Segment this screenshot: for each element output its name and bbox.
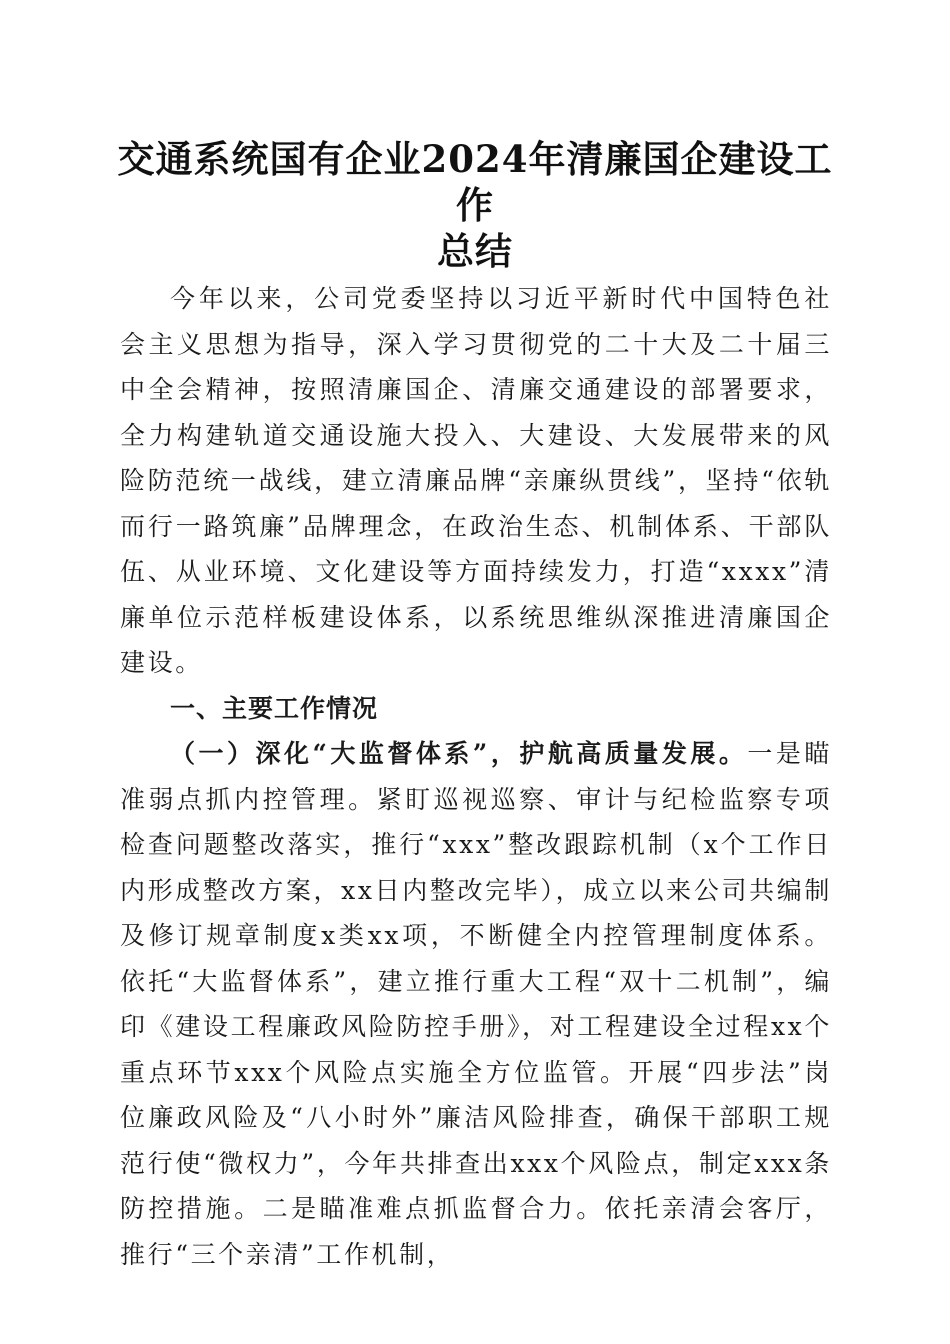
document-body (120, 276, 832, 1277)
section-heading: 一、主要工作情况 (170, 693, 379, 723)
subsection-heading: （一）深化“大监督体系”，护航高质量发展。 (170, 739, 748, 768)
title-line-1: 交通系统国有企业2024年清廉国企建设工作 (117, 137, 833, 227)
intro-paragraph: 今年以来，公司党委坚持以习近平新时代中国特色社会主义思想为指导，深入学习贯彻党的二十大及二十届三中全会精神，按照清廉国企、清廉交通建设的部署要求，全力构建轨道交通设施大投入、大建设、大发展带来的风险防范统一战线，建立清廉品牌“亲廉纵贯线”，坚持“依轨而行一路筑廉”品牌理念，在政治生态、机制体系、干部队伍、从业环境、文化建设等方面持续发力，打造“xxxx”清廉单位示范样板建设体系，以系统思维纵深推进清廉国企建设。 (120, 284, 832, 677)
title-line-2: 总结 (437, 229, 513, 273)
document-title (100, 136, 850, 274)
subsection-paragraph (120, 731, 832, 1277)
subsection-text: 一是瞄准弱点抓内控管理。紧盯巡视巡察、审计与纪检监察专项检查问题整改落实，推行“xxx”整改跟踪机制（x个工作日内形成整改方案，xx日内整改完毕），成立以来公司共编制及修订规章制度x类xx项，不断健全内控管理制度体系。依托“大监督体系”，建立推行重大工程“双十二机制”，编印《建设工程廉政风险防控手册》，对工程建设全过程xx个重点环节xxx个风险点实施全方位监管。开展“四步法”岗位廉政风险及“八小时外”廉洁风险排查，确保干部职工规范行使“微权力”，今年共排查出xxx个风险点，制定xxx条防控措施。二是瞄准难点抓监督合力。依托亲清会客厅，推行“三个亲清”工作机制， (120, 739, 832, 1269)
